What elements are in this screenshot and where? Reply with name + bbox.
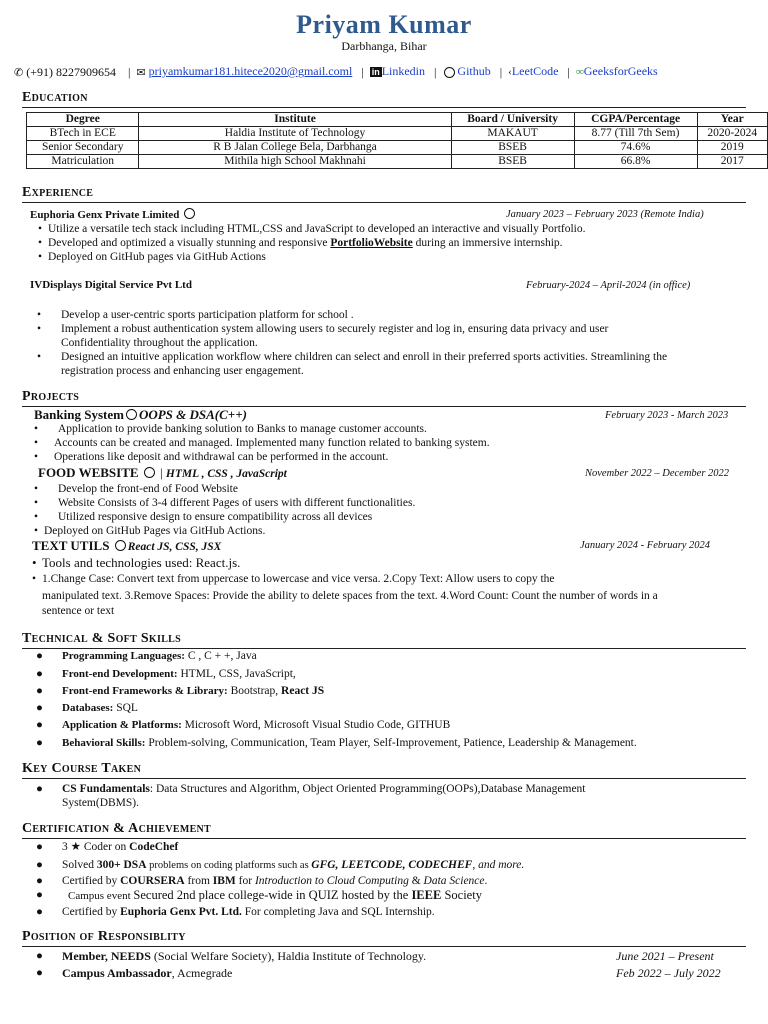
position-dates: Feb 2022 – July 2022 (616, 966, 721, 980)
education-table (26, 112, 768, 169)
bullet-text: 1.Change Case: Convert text from uppercase to lowercase and vice versa. 2.Copy Text: Allow users to copy the (42, 573, 555, 585)
table-cell: 2017 (697, 155, 767, 169)
project-title: FOOD WEBSITE | HTML , CSS , JavaScript (38, 465, 287, 480)
project-title (32, 538, 221, 554)
phone-number: (+91) 8227909654 (26, 64, 116, 79)
linkedin-icon: in (371, 67, 380, 78)
company-name-text: Euphoria Genx Private Limited (30, 209, 180, 221)
github-icon (444, 67, 455, 78)
phone-icon: ✆ (14, 66, 24, 79)
bullet-text: Accounts can be created and managed. Implemented many function related to banking system. (54, 437, 490, 449)
bullet-text: Develop a user-centric sports participation platform for school . (61, 309, 354, 321)
email-link[interactable]: priyamkumar181.hitece2020@gmail.coml (148, 64, 353, 78)
list-item: • Utilized responsive design to ensure compatibility across all devices (34, 511, 373, 523)
cert-text: for (235, 875, 255, 887)
position-desc: (Social Welfare Society), Haldia Institute of Technology. (150, 949, 427, 963)
github-icon[interactable] (184, 208, 195, 219)
skill-value: C , C + +, Java (184, 650, 257, 662)
column-header: CGPA/Percentage (574, 113, 697, 127)
list-item: • Application to provide banking solution to Banks to manage customer accounts. (34, 423, 427, 435)
list-item: • Utilize a versatile tech stack including HTML,CSS and JavaScript to developed an interactive and visually Portfolio. (38, 223, 586, 235)
skill-value: HTML, CSS, JavaScript, (177, 668, 296, 680)
list-item: ● Behavioral Skills: Problem-solving, Communication, Team Player, Self-Improvement, Patience, Leadership & Management. (36, 737, 637, 749)
list-item: • Tools and technologies used: React.js. (32, 555, 241, 570)
separator: | (431, 64, 437, 79)
position-desc: , Acmegrade (171, 966, 233, 980)
bullet-text: Implement a robust authentication system allowing users to securely register and log in, ensuring data privacy and user (61, 323, 609, 335)
table-cell: Senior Secondary (27, 141, 139, 155)
table-header-row (27, 113, 768, 127)
table-cell: 8.77 (Till 7th Sem) (574, 127, 697, 141)
table-cell: BSEB (451, 155, 574, 169)
portfolio-link[interactable]: PortfolioWebsite (330, 237, 413, 249)
cert-text: from (184, 875, 213, 887)
cert-text: Coder on (80, 841, 130, 853)
cert-text: 300+ DSA (96, 859, 147, 871)
cert-text: , and more. (472, 859, 525, 871)
linkedin-link[interactable]: Linkedin (381, 64, 426, 78)
project-dates: November 2022 – December 2022 (585, 468, 730, 479)
leetcode-icon: ‹ (508, 66, 512, 79)
skill-label: Behavioral Skills: (62, 737, 146, 749)
bullet-text: Developed and optimized a visually stunning and responsive (48, 237, 328, 249)
cert-text: 3 (62, 841, 71, 853)
column-header: Institute (139, 113, 451, 127)
separator: | (564, 64, 570, 79)
project-tech: OOPS & DSA(C++) (138, 407, 247, 422)
list-item: ● Databases: SQL (36, 702, 138, 714)
separator: | (358, 64, 364, 79)
skill-label: Programming Languages: (62, 650, 185, 662)
bullet-text: Deployed on GitHub Pages via GitHub Actions. (44, 525, 266, 537)
education-heading: Education (22, 90, 746, 108)
skill-value: SQL (113, 702, 138, 714)
cert-text: Secured 2nd place college-wide in QUIZ hosted by the (133, 888, 412, 902)
skill-label: Front-end Frameworks & Library: (62, 685, 228, 697)
table-cell: MAKAUT (451, 127, 574, 141)
position-heading: Position of Responsiblity (22, 929, 746, 947)
cert-text: Introduction to Cloud Computing (254, 875, 409, 887)
list-item: ● Front-end Development: HTML, CSS, JavaScript, (36, 668, 296, 680)
list-item: ● Certified by COURSERA from IBM for Introduction to Cloud Computing & Data Science. (36, 875, 488, 887)
cert-text: Certified by (62, 875, 121, 887)
bullet-text: Tools and technologies used: React.js. (42, 555, 241, 570)
project-tech: React JS, CSS, JSX (127, 541, 222, 553)
company-name (30, 208, 197, 221)
list-item: ● CS Fundamentals: Data Structures and Algorithm, Object Oriented Programming(OOPs),Database Management System(DBMS). (36, 783, 586, 809)
bullet-text: Confidentiality throughout the application. (61, 337, 258, 349)
geeksforgeeks-icon: ∞ (575, 66, 584, 79)
cert-text: Euphoria Genx Pvt. Ltd. (120, 906, 242, 918)
table-cell: 2020-2024 (697, 127, 767, 141)
bullet-text: registration process and enhancing user engagement. (61, 365, 304, 377)
cert-text: Society (441, 888, 482, 902)
star-icon: ★ (70, 841, 81, 853)
table-row (27, 127, 768, 141)
list-item: • Designed an intuitive application workflow where children can select and enroll in their preferred sports activities. Streamlining the registration process and enhancing user engagement. (37, 351, 668, 377)
position-dates: June 2021 – Present (616, 949, 714, 963)
courses-heading: Key Course Taken (22, 761, 746, 779)
experience-dates: January 2023 – February 2023 (Remote India) (506, 209, 704, 220)
list-item: ● Campus Ambassador, Acmegrade (36, 966, 233, 980)
table-cell: Haldia Institute of Technology (139, 127, 451, 141)
cert-text: Solved (62, 859, 97, 871)
course-label: CS Fundamentals (62, 783, 150, 795)
table-row (27, 155, 768, 169)
list-item: ● Member, NEEDS (Social Welfare Society), Haldia Institute of Technology. (36, 949, 427, 963)
list-item: ● Programming Languages: C , C + +, Java (36, 650, 257, 662)
course-value: : Data Structures and Algorithm, Object Oriented Programming(OOPs),Database Management (149, 783, 586, 795)
github-icon[interactable] (126, 409, 137, 420)
project-tech: HTML , CSS , JavaScript (165, 468, 287, 480)
table-cell: Mithila high School Makhnahi (139, 155, 451, 169)
mail-icon: ✉ (136, 66, 146, 79)
list-item: ● Application & Platforms: Microsoft Word, Microsoft Visual Studio Code, GITHUB (36, 719, 451, 731)
course-value: System(DBMS). (62, 797, 139, 809)
list-item: • Website Consists of 3-4 different Pages of users with different functionalities. (34, 497, 416, 509)
geeksforgeeks-link[interactable]: GeeksforGeeks (583, 64, 658, 78)
list-item: • Develop the front-end of Food Website (34, 483, 238, 495)
column-header: Board / University (451, 113, 574, 127)
bullet-text: during an immersive internship. (412, 237, 563, 249)
bullet-text: Deployed on GitHub pages via GitHub Actions (48, 251, 266, 263)
bullet-text: sentence or text (42, 605, 115, 617)
bullet-text: Develop the front-end of Food Website (58, 483, 238, 495)
project-name: TEXT UTILS (32, 538, 110, 553)
project-title (34, 407, 247, 423)
cert-text: IBM (212, 875, 236, 887)
list-item: • Implement a robust authentication system allowing users to securely register and log in, ensuring data privacy and user Confidentiality throughout the application. (37, 323, 609, 349)
cert-text: For completing Java and SQL Internship. (241, 906, 435, 918)
cert-text: Campus event (68, 890, 134, 902)
separator: | (496, 64, 503, 79)
table-cell: 2019 (697, 141, 767, 155)
list-item: ● Solved 300+ DSA problems on coding platforms such as GFG, LEETCODE, CODECHEF, and more. (36, 859, 525, 871)
leetcode-link[interactable]: LeetCode (511, 64, 559, 78)
bullet-text: Application to provide banking solution to Banks to manage customer accounts. (58, 423, 427, 435)
skill-label: Application & Platforms: (62, 719, 182, 731)
list-item: • Deployed on GitHub pages via GitHub Actions (38, 251, 266, 263)
github-icon[interactable] (144, 467, 155, 478)
position-title: Campus Ambassador (62, 966, 172, 980)
list-item: ● 3 ★ Coder on CodeChef (36, 841, 179, 853)
cert-text: & (408, 875, 424, 887)
cert-text: GFG, LEETCODE, CODECHEF (311, 859, 473, 871)
cert-text: Certified by (62, 906, 121, 918)
projects-heading: Projects (22, 389, 746, 407)
table-cell: Matriculation (27, 155, 139, 169)
skill-value: Problem-solving, Communication, Team Player, Self-Improvement, Patience, Leadership & Management. (145, 737, 637, 749)
project-name: FOOD WEBSITE (38, 465, 139, 480)
list-item: ● Campus event Secured 2nd place college-wide in QUIZ hosted by the IEEE Society (36, 888, 482, 902)
skill-label: Databases: (62, 702, 114, 714)
table-cell: 74.6% (574, 141, 697, 155)
cert-text: problems on coding platforms such as (146, 860, 312, 871)
cert-text: IEEE (411, 888, 442, 902)
skill-value: React JS (281, 685, 325, 697)
list-item: • Developed and optimized a visually stunning and responsive PortfolioWebsite during an immersive internship. (38, 237, 563, 249)
list-item: ● Front-end Frameworks & Library: Bootstrap, React JS (36, 685, 325, 697)
table-cell: BTech in ECE (27, 127, 139, 141)
project-dates: January 2024 - February 2024 (580, 540, 711, 551)
project-dates: February 2023 - March 2023 (605, 410, 729, 421)
contact-bar (14, 64, 764, 80)
candidate-name: Priyam Kumar (296, 10, 472, 39)
list-item: • 1.Change Case: Convert text from uppercase to lowercase and vice versa. 2.Copy Text: Allow users to copy the (32, 573, 555, 585)
list-item: • Develop a user-centric sports participation platform for school . (37, 309, 354, 321)
experience-heading: Experience (22, 185, 746, 203)
project-name: Banking System (34, 407, 124, 422)
list-item (42, 589, 752, 619)
skill-value: Bootstrap, (227, 685, 282, 697)
list-item: • Operations like deposit and withdrawal can be performed in the account. (34, 451, 389, 463)
cert-text: COURSERA (120, 875, 185, 887)
column-header: Year (697, 113, 767, 127)
cert-text: CodeChef (129, 841, 179, 853)
candidate-location: Darbhanga, Bihar (341, 39, 427, 53)
table-cell: BSEB (451, 141, 574, 155)
skills-heading: Technical & Soft Skills (22, 631, 746, 649)
bullet-text: Utilize a versatile tech stack including HTML,CSS and JavaScript to developed an interactive and visually Portfolio. (48, 223, 586, 235)
bullet-text: Website Consists of 3-4 different Pages of users with different functionalities. (58, 497, 416, 509)
list-item: • Accounts can be created and managed. Implemented many function related to banking system. (34, 437, 490, 449)
table-cell: 66.8% (574, 155, 697, 169)
table-cell: R B Jalan College Bela, Darbhanga (139, 141, 451, 155)
bullet-text: manipulated text. 3.Remove Spaces: Provide the ability to delete spaces from the text. 4.Word Count: Count the number of words in a (42, 590, 658, 602)
experience-dates: February-2024 – April-2024 (in office) (526, 280, 691, 291)
github-link[interactable]: Github (457, 64, 491, 78)
bullet-text: Designed an intuitive application workflow where children can select and enroll in their preferred sports activities. Streamlining the (61, 351, 668, 363)
list-item: • Deployed on GitHub Pages via GitHub Actions. (34, 525, 266, 537)
column-header: Degree (27, 113, 139, 127)
company-name: IVDisplays Digital Service Pvt Ltd (30, 279, 192, 291)
skill-label: Front-end Development: (62, 668, 178, 680)
cert-text: Data Science (423, 875, 485, 887)
certs-heading: Certification & Achievement (22, 821, 746, 839)
bullet-text: Operations like deposit and withdrawal can be performed in the account. (54, 451, 389, 463)
table-row (27, 141, 768, 155)
github-icon[interactable] (115, 540, 126, 551)
list-item: ● Certified by Euphoria Genx Pvt. Ltd. For completing Java and SQL Internship. (36, 906, 435, 918)
separator: | (121, 64, 131, 79)
position-title: Member, NEEDS (62, 949, 151, 963)
skill-value: Microsoft Word, Microsoft Visual Studio Code, GITHUB (181, 719, 451, 731)
bullet-text: Utilized responsive design to ensure compatibility across all devices (58, 511, 373, 523)
